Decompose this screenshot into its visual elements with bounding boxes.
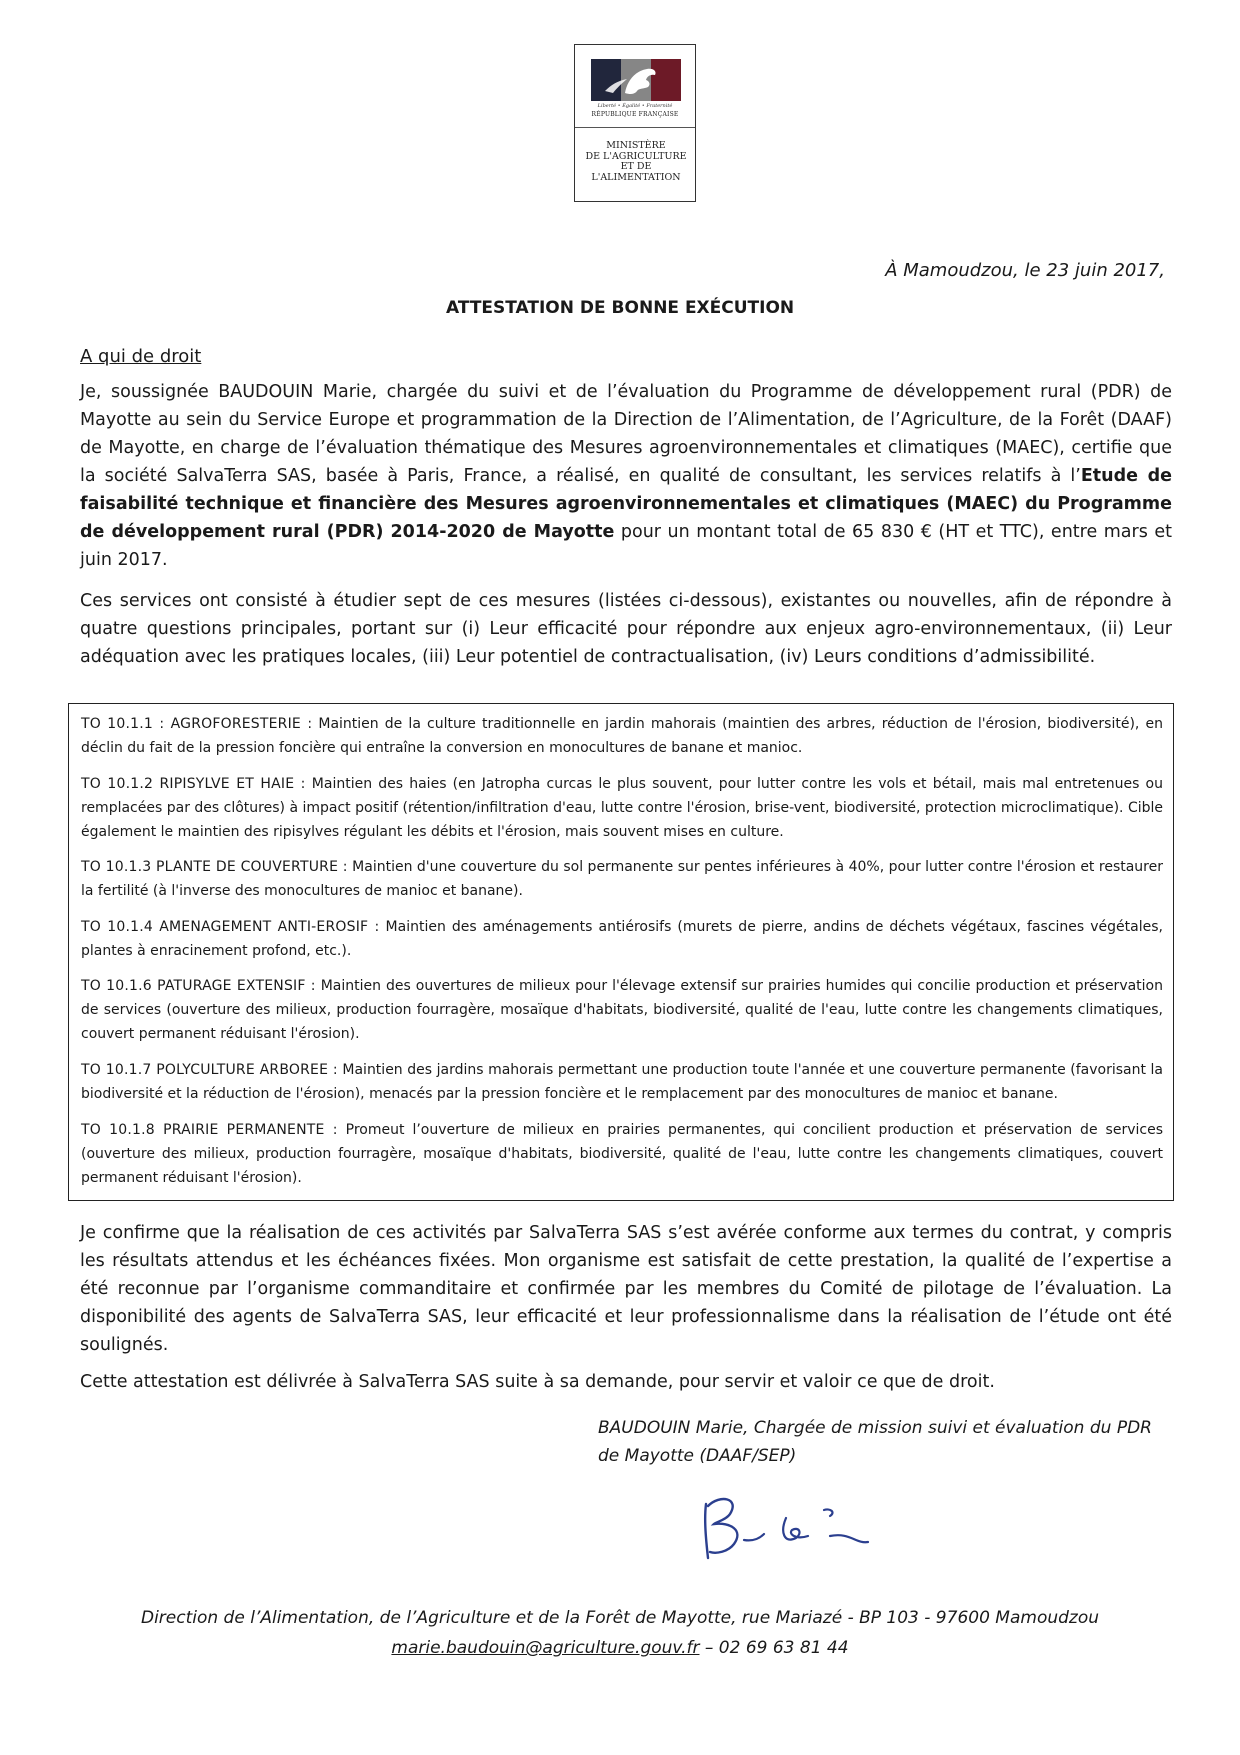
measure-text: Maintien d'une couverture du sol permanente sur pentes inférieures à 40%, pour lutter contre l'érosion et restaurer la fertilité (à l'inverse des monocultures de manioc et banane).: [81, 859, 1163, 899]
measure-code: TO 10.1.3 PLANTE DE COUVERTURE :: [81, 859, 348, 875]
measure-code: TO 10.1.2 RIPISYLVE ET HAIE :: [81, 776, 306, 792]
marianne-emblem: [591, 59, 681, 101]
ministry-logo: [574, 44, 696, 202]
measure-code: TO 10.1.7 POLYCULTURE ARBOREE :: [81, 1062, 338, 1078]
measure-item: [81, 1058, 1163, 1106]
ministry-line: ET DE: [620, 161, 652, 172]
measure-text: Maintien des jardins mahorais permettant une production toute l'année et une couverture permanente (favorisant la biodiversité et la réduction de l'érosion), menacés par la pression foncière et le remplacement par des monocultures de manioc et banane.: [81, 1062, 1164, 1102]
measure-code: TO 10.1.6 PATURAGE EXTENSIF :: [81, 978, 316, 994]
measure-item: [81, 974, 1163, 1046]
logo-ministry-name: [581, 141, 691, 183]
signatory-block: BAUDOUIN Marie, Chargée de mission suivi et évaluation du PDR de Mayotte (DAAF/SEP): [598, 1418, 1152, 1466]
logo-motto: Liberté • Égalité • Fraternité: [597, 103, 673, 109]
measure-code: TO 10.1.4 AMENAGEMENT ANTI-EROSIF :: [81, 919, 380, 935]
handwritten-signature: [700, 1492, 940, 1572]
paragraph-confirmation: Je confirme que la réalisation de ces activités par SalvaTerra SAS s’est avérée conforme aux termes du contrat, y compris les résultats attendus et les échéances fixées. Mon organisme est satisfait de cette prestation, la qualité de l’expertise a été reconnue par l’organisme commanditaire et confirmée par les membres du Comité de pilotage de l’évaluation. La disponibilité des agents de SalvaTerra SAS, leur efficacité et leur professionnalisme dans la réalisation de l’étude ont été soulignés.: [80, 1223, 1172, 1355]
ministry-line: DE L'AGRICULTURE: [585, 150, 687, 162]
salutation: A qui de droit: [80, 346, 202, 367]
paragraph-intro: [80, 378, 1172, 574]
measure-item: [81, 772, 1163, 844]
logo-republic-text: RÉPUBLIQUE FRANÇAISE: [591, 111, 679, 118]
measure-text: Maintien des ouvertures de milieux pour l'élevage extensif sur prairies humides qui concilie production et préservation de services (ouverture des milieux, production fourragère, mosaïque d'habitats, biodiversité, qualité de l'eau, lutte contre les changements climatiques, couvert permanent réduisant l'érosion).: [81, 978, 1163, 1042]
footer-email-link[interactable]: marie.baudouin@agriculture.gouv.fr: [391, 1638, 700, 1658]
measure-item: [81, 855, 1163, 903]
logo-divider: [575, 127, 695, 128]
paragraph-delivery: Cette attestation est délivrée à SalvaTerra SAS suite à sa demande, pour servir et valoir ce que de droit.: [80, 1372, 995, 1392]
footer-address: Direction de l’Alimentation, de l’Agriculture et de la Forêt de Mayotte, rue Mariazé - BP 103 - 97600 Mamoudzou: [140, 1608, 1100, 1628]
measures-box: [68, 703, 1174, 1201]
ministry-line: MINISTÈRE: [606, 140, 666, 151]
paragraph-intro-amount: pour un montant total de 65 830 € (HT et TTC), entre mars et juin 2017.: [80, 522, 1172, 570]
footer-contact: [0, 1638, 1240, 1658]
paragraph-services: Ces services ont consisté à étudier sept de ces mesures (listées ci-dessous), existantes ou nouvelles, afin de répondre à quatre questions principales, portant sur (i) Leur efficacité pour répondre aux enjeux agro-environnementaux, (ii) Leur adéquation avec les pratiques locales, (iii) Leur potentiel de contractualisation, (iv) Leurs conditions d’admissibilité.: [80, 591, 1172, 667]
measure-text: Maintien de la culture traditionnelle en jardin mahorais (maintien des arbres, réduction de l'érosion, biodiversité), en déclin du fait de la pression foncière qui entraîne la conversion en monocultures de banane et manioc.: [81, 716, 1163, 756]
measure-code: TO 10.1.8 PRAIRIE PERMANENTE :: [81, 1122, 338, 1138]
paragraph-intro-text: Je, soussignée BAUDOUIN Marie, chargée du suivi et de l’évaluation du Programme de développement rural (PDR) de Mayotte au sein du Service Europe et programmation de la Direction de l’Alimentation, de l’Agriculture, de la Forêt (DAAF) de Mayotte, en charge de l’évaluation thématique des Mesures agroenvironnementales et climatiques (MAEC), certifie que la société SalvaTerra SAS, basée à Paris, France, a réalisé, en qualité de consultant, les services relatifs à l’: [80, 382, 1172, 486]
measure-item: [81, 712, 1163, 760]
date-line: À Mamoudzou, le 23 juin 2017,: [885, 260, 1165, 281]
ministry-line: L'ALIMENTATION: [591, 171, 681, 183]
measure-text: Maintien des haies (en Jatropha curcas le plus souvent, pour lutter contre les vols et bétail, mais mal entretenues ou remplacées par des clôtures) à impact positif (rétention/infiltration d'eau, lutte contre l'érosion, brise-vent, biodiversité, protection microclimatique). Cible également le maintien des ripisylves régulant les débits et l'érosion, mais souvent mises en culture.: [81, 776, 1163, 840]
document-title: ATTESTATION DE BONNE EXÉCUTION: [446, 298, 795, 318]
measure-item: [81, 915, 1163, 963]
measure-code: TO 10.1.1 : AGROFORESTERIE :: [81, 716, 313, 732]
study-title: Etude de faisabilité technique et financière des Mesures agroenvironnementales et climatiques (MAEC) du Programme de développement rural (PDR) 2014-2020 de Mayotte: [80, 466, 1172, 542]
measure-text: Promeut l’ouverture de milieux en prairies permanentes, qui concilient production et préservation de services (ouverture des milieux, production fourragère, mosaïque d'habitats, biodiversité, qualité de l'eau, lutte contre les changements climatiques, couvert permanent réduisant l'érosion).: [81, 1122, 1163, 1186]
footer-phone: – 02 69 63 81 44: [699, 1638, 849, 1658]
measure-item: [81, 1118, 1163, 1190]
measure-text: Maintien des aménagements antiérosifs (murets de pierre, andins de déchets végétaux, fascines végétales, plantes à enracinement profond, etc.).: [81, 919, 1163, 959]
